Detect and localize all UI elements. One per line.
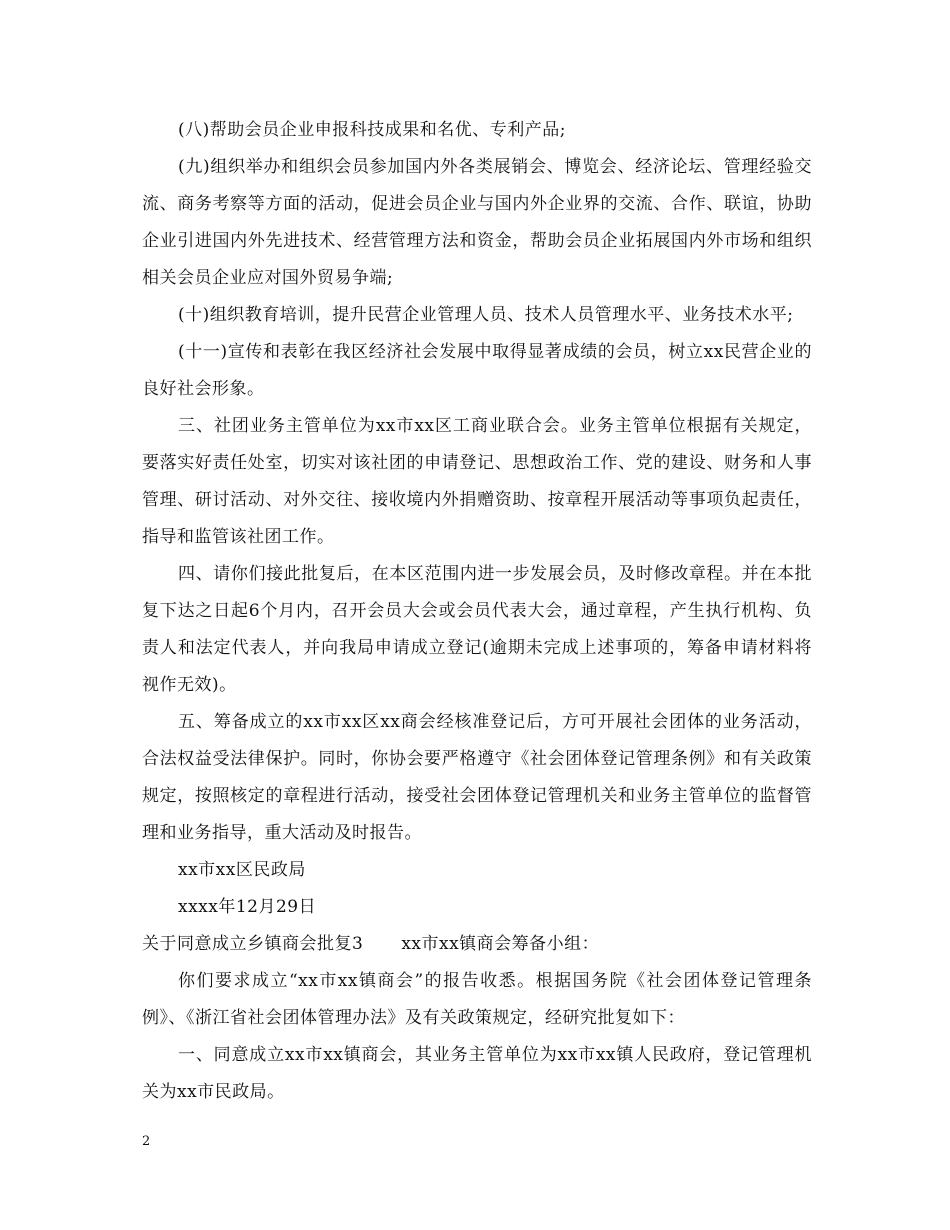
paragraph-section-3: 三、社团业务主管单位为xx市xx区工商业联合会。业务主管单位根据有关规定，要落实好责任处室，切实对该社团的申请登记、思想政治工作、党的建设、财务和人事管理、研讨活动、对外交往、接收境内外捐赠资助、按章程开展活动等事项负起责任，指导和监管该社团工作。 (142, 416, 812, 547)
signature-issuer: xx市xx区民政局 (178, 860, 306, 880)
heading-addressee: xx市xx镇商会筹备小组： (401, 934, 600, 954)
page-number: 2 (142, 1134, 151, 1149)
paragraph-section-4: 四、请你们接此批复后，在本区范围内进一步发展会员，及时修改章程。并在本批复下达之日起6个月内，召开会员大会或会员代表大会，通过章程，产生执行机构、负责人和法定代表人，并向我局申请成立登记(逾期未完成上述事项的，筹备申请材料将视作无效)。 (142, 564, 812, 695)
signature-date: xxxx年12月29日 (178, 897, 317, 917)
paragraph-item-10: (十)组织教育培训，提升民营企业管理人员、技术人员管理水平、业务技术水平; (178, 305, 794, 325)
paragraph-item-11: (十一)宣传和表彰在我区经济社会发展中取得显著成绩的会员，树立xx民营企业的良好社会形象。 (142, 342, 812, 399)
paragraph-item-9: (九)组织举办和组织会员参加国内外各类展销会、博览会、经济论坛、管理经验交流、商务考察等方面的活动，促进会员企业与国内外企业界的交流、合作、联谊，协助企业引进国内外先进技术、经营管理方法和资金，帮助会员企业拓展国内外市场和组织相关会员企业应对国外贸易争端; (142, 157, 812, 288)
paragraph-section-5: 五、筹备成立的xx市xx区xx商会经核准登记后，方可开展社会团体的业务活动，合法权益受法律保护。同时，你协会要严格遵守《社会团体登记管理条例》和有关政策规定，按照核定的章程进行活动，接受社会团体登记管理机关和业务主管单位的监督管理和业务指导，重大活动及时报告。 (142, 712, 812, 843)
paragraph-intro: 你们要求成立“xx市xx镇商会”的报告收悉。根据国务院《社会团体登记管理条例》、《浙江省社会团体管理办法》及有关政策规定，经研究批复如下： (142, 971, 812, 1028)
document-body (142, 112, 812, 1111)
heading-title: 关于同意成立乡镇商会批复3 (142, 934, 364, 954)
document-heading (142, 926, 812, 963)
paragraph-item-8: (八)帮助会员企业申报科技成果和名优、专利产品; (178, 120, 566, 140)
paragraph-section-1: 一、同意成立xx市xx镇商会，其业务主管单位为xx市xx镇人民政府，登记管理机关为xx市民政局。 (142, 1045, 812, 1102)
